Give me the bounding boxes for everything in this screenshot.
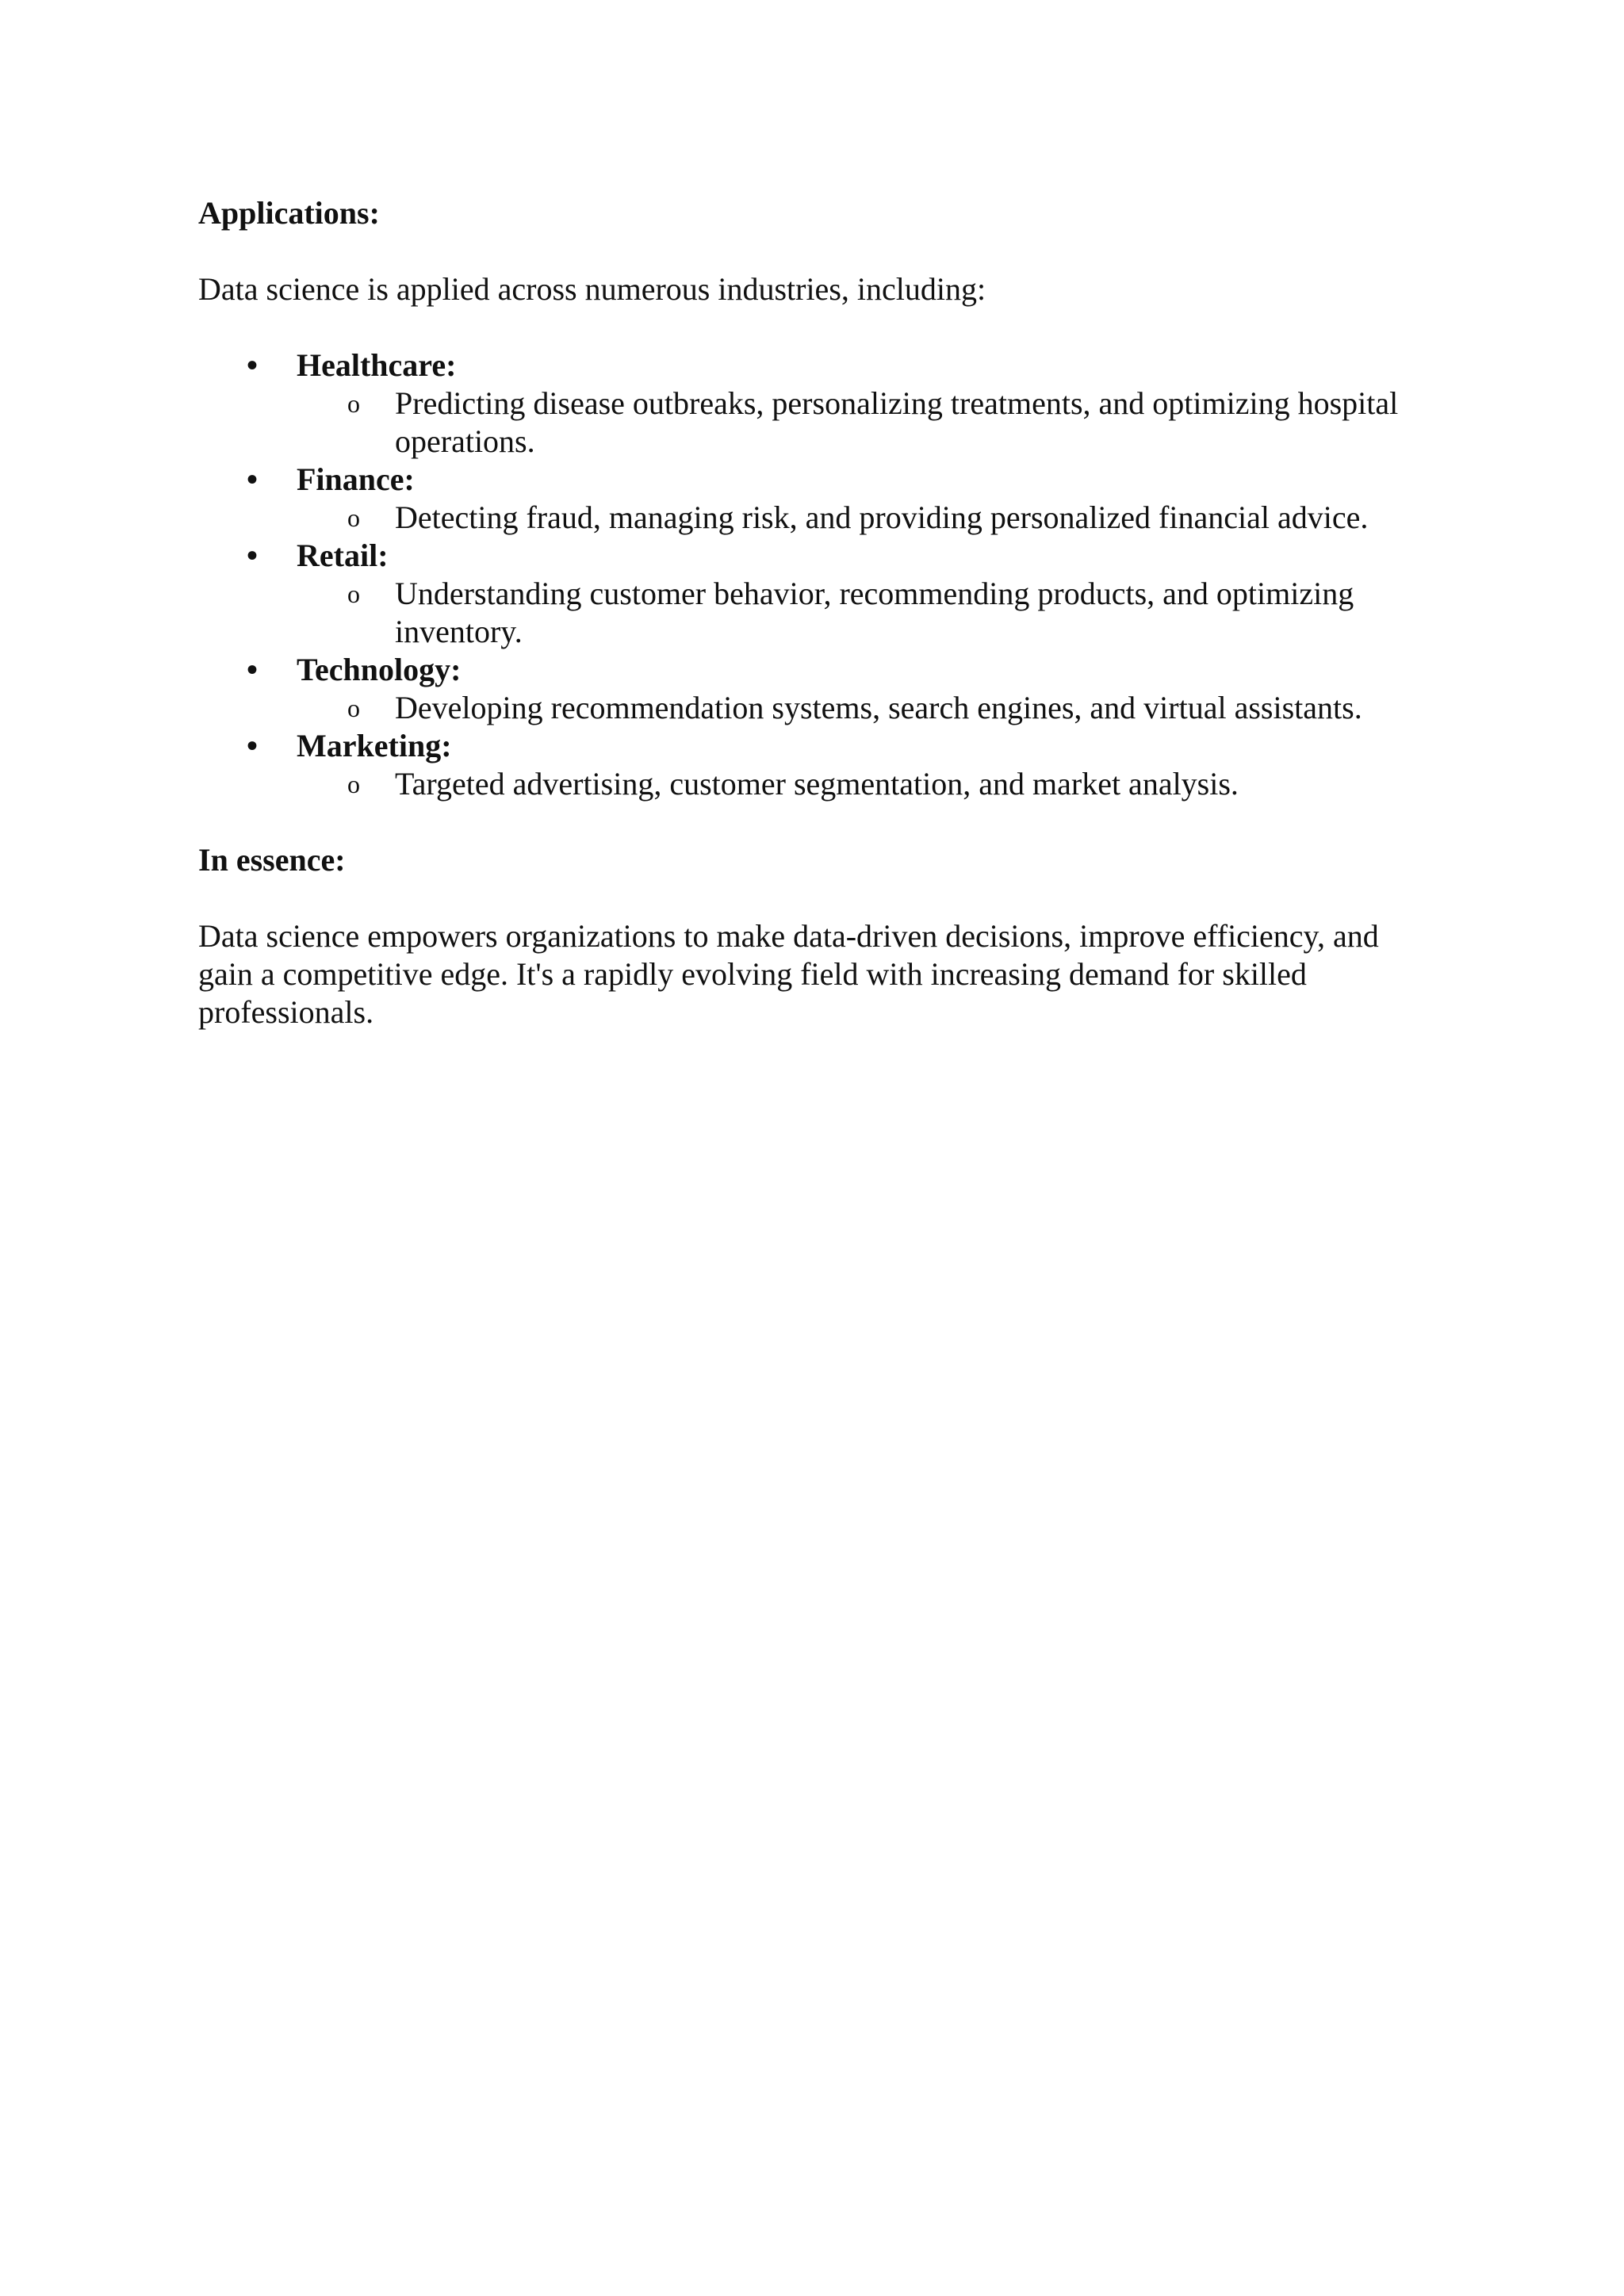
industry-detail: Predicting disease outbreaks, personalizing treatments, and optimizing hospital operations. xyxy=(395,385,1399,459)
industry-detail: Targeted advertising, customer segmentation, and market analysis. xyxy=(395,766,1239,802)
sub-list-item xyxy=(297,575,1435,651)
bullet-icon: • xyxy=(246,538,258,573)
circle-bullet-icon: o xyxy=(347,389,360,418)
sub-list xyxy=(297,499,1435,537)
applications-heading: Applications: xyxy=(198,195,380,231)
sub-list-item xyxy=(297,689,1435,727)
circle-bullet-icon: o xyxy=(347,503,360,532)
sub-list xyxy=(297,385,1435,461)
bullet-icon: • xyxy=(246,461,258,497)
spacer xyxy=(198,308,1435,346)
industry-label: Marketing: xyxy=(297,728,452,763)
industry-label: Healthcare: xyxy=(297,347,457,383)
sub-list-item xyxy=(297,385,1435,461)
sub-list-item xyxy=(297,499,1435,537)
spacer xyxy=(198,879,1435,917)
industry-label: Technology: xyxy=(297,652,462,687)
industry-label: Finance: xyxy=(297,461,415,497)
sub-list xyxy=(297,575,1435,651)
document-content xyxy=(198,194,1435,1031)
in-essence-body: Data science empowers organizations to make data-driven decisions, improve efficiency, and gain a competitive edge. It's a rapidly evolving field with increasing demand for skilled professionals. xyxy=(198,918,1379,1030)
spacer xyxy=(198,232,1435,270)
list-item-retail xyxy=(198,537,1435,651)
bullet-icon: • xyxy=(246,728,258,763)
industries-list xyxy=(198,346,1435,803)
industry-label: Retail: xyxy=(297,538,389,573)
circle-bullet-icon: o xyxy=(347,694,360,722)
circle-bullet-icon: o xyxy=(347,770,360,798)
in-essence-heading: In essence: xyxy=(198,842,346,878)
circle-bullet-icon: o xyxy=(347,580,360,608)
list-item-finance xyxy=(198,461,1435,537)
list-item-technology xyxy=(198,651,1435,727)
sub-list xyxy=(297,765,1435,803)
industry-detail: Developing recommendation systems, search engines, and virtual assistants. xyxy=(395,690,1362,725)
sub-list-item xyxy=(297,765,1435,803)
sub-list xyxy=(297,689,1435,727)
bullet-icon: • xyxy=(246,347,258,383)
industry-detail: Detecting fraud, managing risk, and providing personalized financial advice. xyxy=(395,499,1369,535)
list-item-marketing xyxy=(198,727,1435,803)
bullet-icon: • xyxy=(246,652,258,687)
industry-detail: Understanding customer behavior, recommending products, and optimizing inventory. xyxy=(395,576,1354,649)
list-item-healthcare xyxy=(198,346,1435,461)
applications-intro: Data science is applied across numerous industries, including: xyxy=(198,271,986,307)
spacer xyxy=(198,803,1435,841)
